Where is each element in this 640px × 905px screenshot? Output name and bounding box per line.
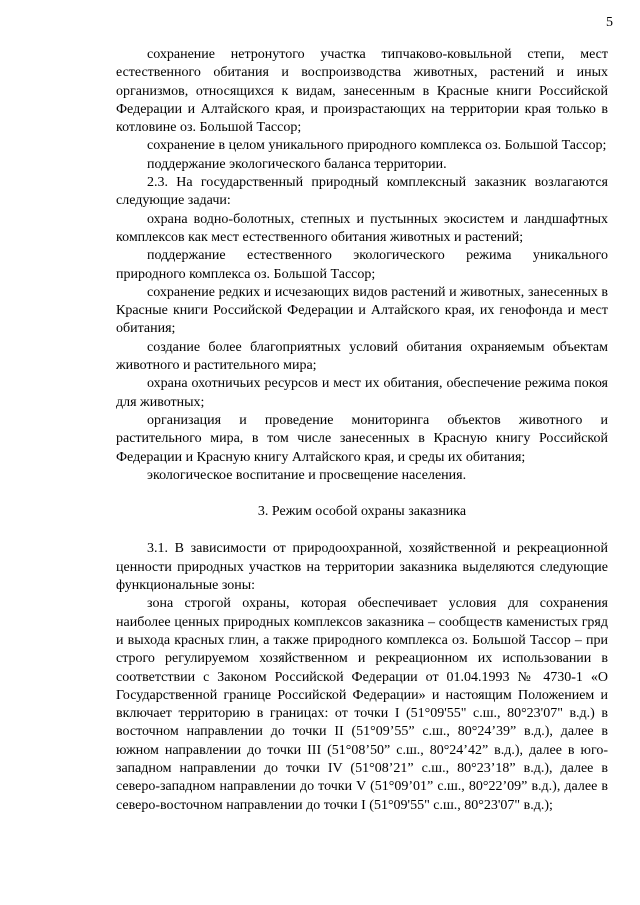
paragraph-lake-complex-preservation: сохранение в целом уникального природного комплекса оз. Большой Тассор;	[147, 138, 607, 154]
paragraph-strict-protection-zone: зона строгой охраны, которая обеспечивает условия для сохранения наиболее ценных природных комплексов заказника – сообществ каменистых гряд и выхода красных глин, а также природного комплекса оз. Большой Тассор – при строго регулируемом хозяйственном и рекреационном их использовании в соответствии с Законом Российской Федерации от 01.04.1993 № 4730-1 «О Государственной границе Российской Федерации» и настоящим Положением и включает территорию в границах: от точки I (51°09'55" с.ш., 80°23'07" в.д.) в восточном направлении до точки II (51°09’55” с.ш., 80°24’39” в.д.), далее в южном направлении до точки III (51°08’50” с.ш., 80°24’42” в.д.), далее в юго-западном направлении до точки IV (51°08’21” с.ш., 80°23’18” в.д.), далее в северо-западном направлении до точки V (51°09’01” с.ш., 80°22’09” в.д.), далее в северо-восточном направлении до точки I (51°09'55" с.ш., 80°23'07" в.д.);	[116, 596, 608, 813]
paragraph-ecological-regime: поддержание естественного экологического режима уникального природного комплекса оз. Большой Тассор;	[116, 248, 608, 282]
paragraph-ecological-balance: поддержание экологического баланса территории.	[147, 156, 447, 172]
section-heading: 3. Режим особой охраны заказника	[257, 504, 467, 520]
paragraph-hunting-resources: охрана охотничьих ресурсов и мест их обитания, обеспечение режима покоя для животных;	[116, 376, 608, 410]
spacer	[116, 485, 608, 503]
paragraph-habitat-conditions: создание более благоприятных условий обитания охраняемым объектам животного и растительного мира;	[116, 339, 608, 374]
paragraph-rare-species: сохранение редких и исчезающих видов растений и животных, занесенных в Красные книги Российской Федерации и Алтайского края, их генофонда и мест обитания;	[116, 284, 608, 337]
page-number: 5	[606, 15, 613, 30]
paragraph-steppe-preservation: сохранение нетронутого участка типчаково-ковыльной степи, мест естественного обитания и воспроизводства животных, растений и иных организмов, относящихся к видам, занесенным в Красные книги Российской Федерации и Алтайского края, и произрастающих на территории края только в котловине оз. Большой Тассор;	[116, 47, 608, 136]
spacer	[116, 521, 608, 540]
paragraph-wetland-protection: охрана водно-болотных, степных и пустынных экосистем и ландшафтных комплексов как мест естественного обитания животных и растений;	[116, 211, 608, 245]
paragraph-clause-2-3: 2.3. На государственный природный комплексный заказник возлагаются следующие задачи:	[116, 175, 608, 209]
paragraph-education: экологическое воспитание и просвещение населения.	[147, 467, 467, 483]
document-body	[116, 46, 608, 815]
paragraph-monitoring: организация и проведение мониторинга объектов животного и растительного мира, в том числе занесенных в Красную книгу Российской Федерации и Красную книгу Алтайского края, и среды их обитания;	[116, 412, 608, 465]
paragraph-clause-3-1: 3.1. В зависимости от природоохранной, хозяйственной и рекреационной ценности природных участков на территории заказника выделяются следующие функциональные зоны:	[116, 541, 608, 594]
